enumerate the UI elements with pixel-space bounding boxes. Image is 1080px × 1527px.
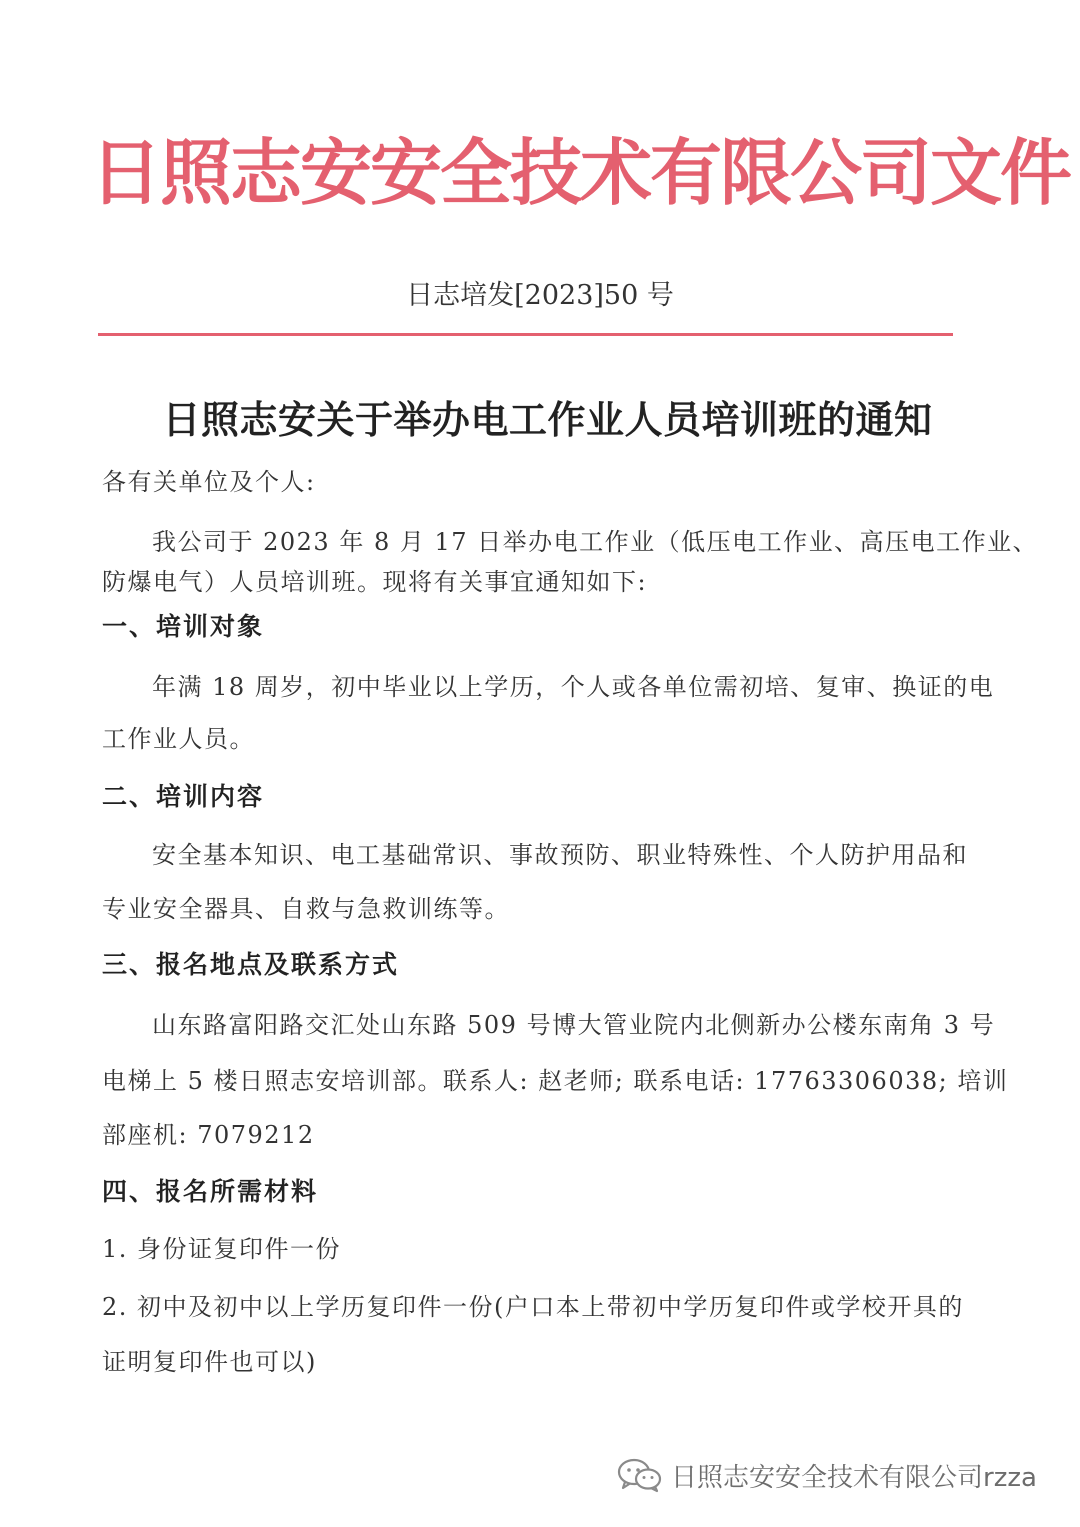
wechat-icon [615, 1455, 665, 1495]
section-heading: 二、培训内容 [102, 782, 265, 811]
section-line: 专业安全器具、自救与急救训练等。 [102, 895, 510, 923]
intro-line: 防爆电气）人员培训班。现将有关事宜通知如下: [102, 568, 648, 596]
company-header-title: 日照志安安全技术有限公司文件 [90, 131, 1071, 215]
salutation: 各有关单位及个人: [102, 468, 316, 496]
watermark-text: 日照志安安全技术有限公司rzza [671, 1462, 1037, 1493]
section-heading: 一、培训对象 [102, 612, 265, 641]
section-line: 证明复印件也可以) [102, 1348, 317, 1376]
section-line: 电梯上 5 楼日照志安培训部。联系人: 赵老师; 联系电话: 17763306038; 培训 [102, 1067, 1009, 1095]
section-line: 年满 18 周岁，初中毕业以上学历，个人或各单位需初培、复审、换证的电 [152, 673, 995, 701]
header-divider [98, 333, 953, 336]
section-line: 2. 初中及初中以上学历复印件一份(户口本上带初中学历复印件或学校开具的 [102, 1293, 964, 1321]
section-line: 部座机: 7079212 [102, 1121, 315, 1149]
wechat-watermark [615, 1455, 1037, 1495]
section-line: 1. 身份证复印件一份 [102, 1235, 342, 1263]
intro-line: 我公司于 2023 年 8 月 17 日举办电工作业（低压电工作业、高压电工作业、 [152, 528, 1039, 556]
document-number: 日志培发[2023]50 号 [406, 280, 674, 311]
section-line: 山东路富阳路交汇处山东路 509 号博大管业院内北侧新办公楼东南角 3 号 [152, 1011, 996, 1039]
section-line: 安全基本知识、电工基础常识、事故预防、职业特殊性、个人防护用品和 [152, 841, 968, 869]
notice-title: 日照志安关于举办电工作业人员培训班的通知 [162, 397, 933, 442]
section-heading: 三、报名地点及联系方式 [102, 950, 400, 979]
section-line: 工作业人员。 [102, 725, 255, 753]
section-heading: 四、报名所需材料 [102, 1177, 319, 1206]
